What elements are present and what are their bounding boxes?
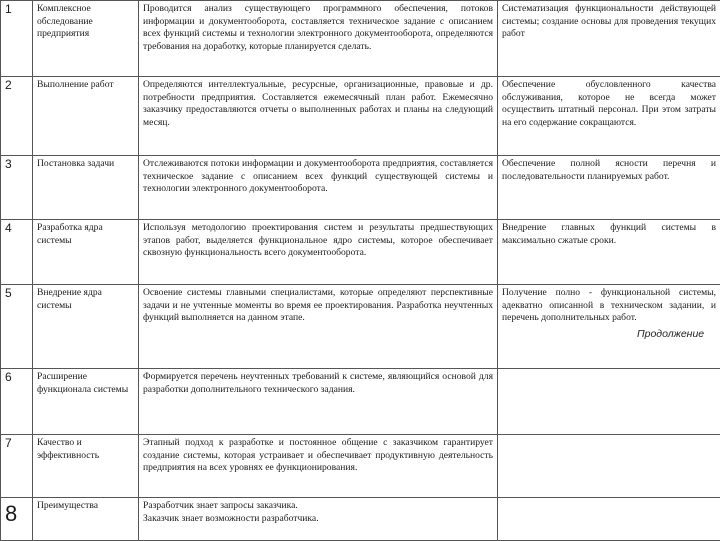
stage-name: Выполнение работ	[33, 77, 139, 156]
stage-name: Постановка задачи	[33, 156, 139, 220]
stage-description: Используя методологию проектирования систем и результаты предшествующих этапов работ, выделяется функциональное ядро системы, которое обеспечивает сквозную функциональность всего документооборота.	[139, 220, 498, 285]
row-number: 5	[1, 285, 33, 369]
table-row	[1, 285, 720, 369]
stage-result	[498, 498, 720, 541]
stage-result: Получение полно - функциональной системы, адекватно описанной в техническом задании, и перечень дополнительных работ.	[498, 285, 720, 369]
stage-description: Проводится анализ существующего программного обеспечения, потоков информации и документооборота, составляется техническое задание с описанием всех функций системы и технологии электронного документооборота, определяются требования на доработку, которые планируется сделать.	[139, 1, 498, 77]
continuation-label: Продолжение	[636, 328, 705, 340]
stage-description: Этапный подход к разработке и постоянное общение с заказчиком гарантирует создание системы, которая устраивает и обеспечивает продуктивную деятельность предприятия на всех уровнях ее функционирования.	[139, 435, 498, 498]
table-row	[1, 77, 720, 156]
stage-result: Внедрение главных функций системы в максимально сжатые сроки.	[498, 220, 720, 285]
stage-name: Преимущества	[33, 498, 139, 541]
stage-result: Обеспечение полной ясности перечня и последовательности планируемых работ.	[498, 156, 720, 220]
table-row	[1, 498, 720, 541]
row-number: 4	[1, 220, 33, 285]
stage-description: Отслеживаются потоки информации и документооборота предприятия, составляется техническое задание с описанием всех функций существующей системы и технологии электронного документооборота.	[139, 156, 498, 220]
stage-result	[498, 435, 720, 498]
stage-name: Разработка ядра системы	[33, 220, 139, 285]
stage-description: Определяются интеллектуальные, ресурсные, организационные, правовые и др. потребности предприятия. Составляется ежемесячный план работ. Ежемесячно заказчику предоставляются отчеты о выполненных работах и планы на следующий месяц.	[139, 77, 498, 156]
row-number: 3	[1, 156, 33, 220]
row-number: 7	[1, 435, 33, 498]
description-line: Заказчик знает возможности разработчика.	[143, 513, 493, 526]
stage-name: Расширение функционала системы	[33, 369, 139, 435]
description-line: Разработчик знает запросы заказчика.	[143, 500, 493, 513]
stage-result: Систематизация функциональности действующей системы; создание основы для проведения текущих работ	[498, 1, 720, 77]
stage-name: Качество и эффективность	[33, 435, 139, 498]
stage-result: Обеспечение обусловленного качества обслуживания, которое не всегда может осуществить штатный персонал. При этом затраты на его содержание сокращаются.	[498, 77, 720, 156]
table-row	[1, 369, 720, 435]
stage-description	[139, 498, 498, 541]
row-number: 8	[1, 498, 33, 541]
stage-name: Комплексное обследование предприятия	[33, 1, 139, 77]
table-row	[1, 156, 720, 220]
row-number: 6	[1, 369, 33, 435]
stage-description: Освоение системы главными специалистами, которые определяют перспективные задачи и не учтенные моменты во время ее проектирования. Разработка неучтенных функций выполняется на данном этапе.	[139, 285, 498, 369]
table-row	[1, 435, 720, 498]
stage-description: Формируется перечень неучтенных требований к системе, являющийся основой для разработки дополнительного технического задания.	[139, 369, 498, 435]
table-row	[1, 1, 720, 77]
stage-result	[498, 369, 720, 435]
row-number: 2	[1, 77, 33, 156]
row-number: 1	[1, 1, 33, 77]
stage-name: Внедрение ядра системы	[33, 285, 139, 369]
table-row	[1, 220, 720, 285]
